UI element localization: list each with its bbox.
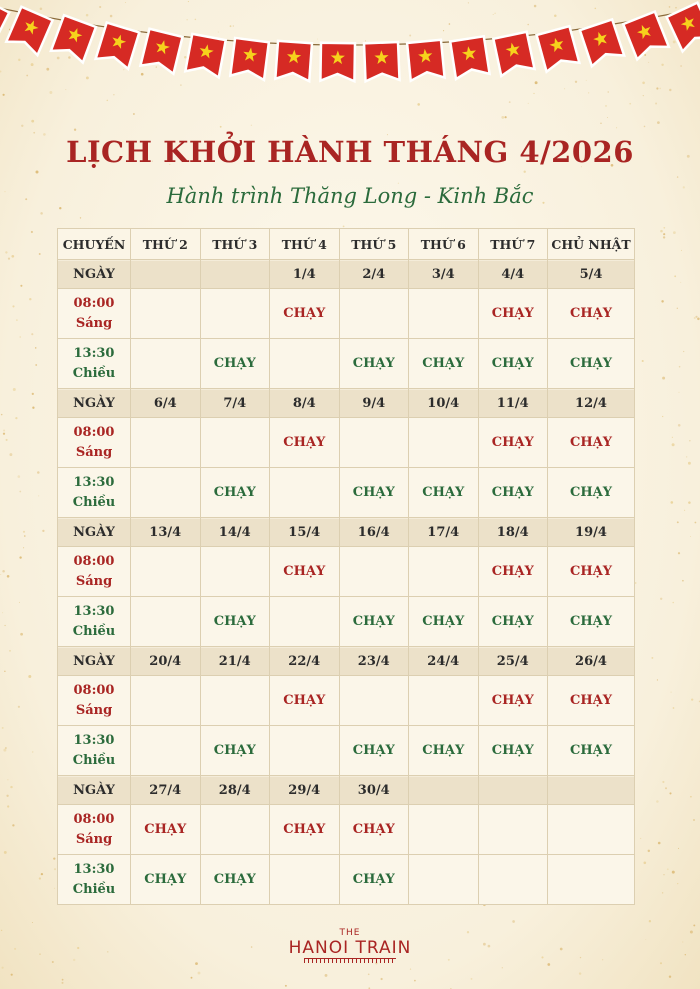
afternoon-label: Chiều [72, 752, 116, 768]
vietnam-flag-icon [623, 12, 669, 60]
vietnam-flag-icon [230, 38, 269, 80]
morning-time-cell [58, 676, 131, 726]
run-cell: CHẠY [409, 339, 479, 389]
empty-cell [200, 418, 270, 468]
date-cell: 7/4 [200, 389, 270, 418]
run-cell: CHẠY [339, 597, 409, 647]
logo-name: HANOI TRAIN [288, 938, 412, 958]
date-row-label: NGÀY [58, 647, 131, 676]
date-row-label: NGÀY [58, 389, 131, 418]
run-cell: CHẠY [409, 726, 479, 776]
empty-cell [200, 676, 270, 726]
date-row-label: NGÀY [58, 518, 131, 547]
morning-time: 08:00 [73, 682, 115, 698]
date-row [58, 647, 635, 676]
afternoon-row [58, 339, 635, 389]
empty-cell [131, 547, 201, 597]
run-cell: CHẠY [548, 289, 635, 339]
vietnam-flag-icon [185, 34, 225, 78]
header-wed: THỨ 4 [270, 229, 340, 260]
date-cell: 9/4 [339, 389, 409, 418]
afternoon-time-cell [58, 468, 131, 518]
morning-label: Sáng [75, 315, 113, 331]
run-cell: CHẠY [339, 726, 409, 776]
run-cell: CHẠY [548, 418, 635, 468]
empty-cell [200, 805, 270, 855]
afternoon-time: 13:30 [73, 603, 115, 619]
empty-cell [270, 726, 340, 776]
date-cell: 27/4 [131, 776, 201, 805]
morning-time-cell [58, 805, 131, 855]
page-title: LỊCH KHỞI HÀNH THÁNG 4/2026 [66, 135, 634, 169]
run-cell: CHẠY [339, 339, 409, 389]
afternoon-label: Chiều [72, 623, 116, 639]
morning-row [58, 418, 635, 468]
date-row-label: NGÀY [58, 260, 131, 289]
run-cell: CHẠY [270, 418, 340, 468]
afternoon-time-cell [58, 726, 131, 776]
date-row-label: NGÀY [58, 776, 131, 805]
date-row [58, 776, 635, 805]
run-cell: CHẠY [200, 339, 270, 389]
date-row [58, 260, 635, 289]
date-cell: 30/4 [339, 776, 409, 805]
date-cell: 16/4 [339, 518, 409, 547]
vietnam-flag-icon [450, 36, 489, 79]
run-cell: CHẠY [200, 726, 270, 776]
afternoon-time-cell [58, 339, 131, 389]
date-cell: 17/4 [409, 518, 479, 547]
empty-cell [409, 805, 479, 855]
empty-cell [478, 855, 548, 905]
empty-cell [339, 418, 409, 468]
run-cell: CHẠY [270, 547, 340, 597]
date-cell: 26/4 [548, 647, 635, 676]
date-cell: 2/4 [339, 260, 409, 289]
date-cell: 6/4 [131, 389, 201, 418]
flag-bunting [0, 0, 700, 110]
afternoon-time: 13:30 [73, 732, 115, 748]
date-cell: 1/4 [270, 260, 340, 289]
date-cell: 15/4 [270, 518, 340, 547]
header-tue: THỨ 3 [200, 229, 270, 260]
morning-time: 08:00 [73, 811, 115, 827]
vietnam-flag-icon [140, 29, 182, 74]
vietnam-flag-icon [51, 15, 96, 62]
vietnam-flag-icon [407, 40, 445, 81]
run-cell: CHẠY [478, 597, 548, 647]
run-cell: CHẠY [478, 418, 548, 468]
empty-cell [131, 418, 201, 468]
afternoon-row [58, 597, 635, 647]
date-cell: 20/4 [131, 647, 201, 676]
run-cell: CHẠY [270, 676, 340, 726]
vietnam-flag-icon [667, 3, 700, 52]
run-cell: CHẠY [478, 339, 548, 389]
header-sun: CHỦ NHẬT [548, 229, 635, 260]
afternoon-row [58, 468, 635, 518]
run-cell: CHẠY [478, 289, 548, 339]
date-cell: 13/4 [131, 518, 201, 547]
date-cell [478, 776, 548, 805]
run-cell: CHẠY [478, 676, 548, 726]
date-cell: 10/4 [409, 389, 479, 418]
afternoon-label: Chiều [72, 881, 116, 897]
run-cell: CHẠY [478, 468, 548, 518]
empty-cell [409, 547, 479, 597]
date-row [58, 389, 635, 418]
empty-cell [200, 547, 270, 597]
date-cell: 21/4 [200, 647, 270, 676]
run-cell: CHẠY [478, 547, 548, 597]
run-cell: CHẠY [409, 597, 479, 647]
date-cell: 11/4 [478, 389, 548, 418]
date-cell: 12/4 [548, 389, 635, 418]
run-cell: CHẠY [339, 468, 409, 518]
afternoon-time-cell [58, 855, 131, 905]
date-cell: 24/4 [409, 647, 479, 676]
schedule-table [57, 228, 635, 905]
vietnam-flag-icon [96, 23, 140, 69]
afternoon-label: Chiều [72, 365, 116, 381]
afternoon-row [58, 726, 635, 776]
date-cell: 4/4 [478, 260, 548, 289]
vietnam-flag-icon [364, 42, 400, 81]
morning-label: Sáng [75, 444, 113, 460]
vietnam-flag-icon [275, 41, 312, 81]
afternoon-time-cell [58, 597, 131, 647]
date-cell: 29/4 [270, 776, 340, 805]
empty-cell [409, 855, 479, 905]
run-cell: CHẠY [339, 805, 409, 855]
date-cell: 28/4 [200, 776, 270, 805]
empty-cell [131, 468, 201, 518]
empty-cell [339, 547, 409, 597]
empty-cell [409, 289, 479, 339]
empty-cell [270, 597, 340, 647]
afternoon-label: Chiều [72, 494, 116, 510]
morning-time-cell [58, 289, 131, 339]
morning-time-cell [58, 547, 131, 597]
empty-cell [131, 339, 201, 389]
vietnam-flag-icon [6, 7, 52, 55]
empty-cell [200, 289, 270, 339]
empty-cell [131, 726, 201, 776]
run-cell: CHẠY [270, 805, 340, 855]
empty-cell [548, 805, 635, 855]
morning-time: 08:00 [73, 553, 115, 569]
date-cell: 14/4 [200, 518, 270, 547]
morning-time: 08:00 [73, 295, 115, 311]
run-cell: CHẠY [548, 468, 635, 518]
empty-cell [409, 676, 479, 726]
empty-cell [131, 676, 201, 726]
vietnam-flag-icon [537, 26, 580, 72]
page-subtitle: Hành trình Thăng Long - Kinh Bắc [166, 184, 534, 208]
empty-cell [478, 805, 548, 855]
run-cell: CHẠY [131, 855, 201, 905]
empty-cell [548, 855, 635, 905]
run-cell: CHẠY [548, 676, 635, 726]
date-cell: 5/4 [548, 260, 635, 289]
header-sat: THỨ 7 [478, 229, 548, 260]
run-cell: CHẠY [339, 855, 409, 905]
date-cell: 25/4 [478, 647, 548, 676]
hanoi-train-logo [0, 928, 700, 963]
date-cell: 19/4 [548, 518, 635, 547]
morning-time-cell [58, 418, 131, 468]
empty-cell [339, 289, 409, 339]
date-row [58, 518, 635, 547]
morning-label: Sáng [75, 702, 113, 718]
vietnam-flag-icon [320, 43, 355, 82]
header-row [58, 229, 635, 260]
date-cell [200, 260, 270, 289]
run-cell: CHẠY [409, 468, 479, 518]
run-cell: CHẠY [548, 597, 635, 647]
morning-label: Sáng [75, 831, 113, 847]
rail-track-icon [304, 958, 396, 963]
date-cell: 22/4 [270, 647, 340, 676]
vietnam-flag-icon [493, 32, 534, 76]
header-mon: THỨ 2 [131, 229, 201, 260]
empty-cell [270, 855, 340, 905]
empty-cell [131, 597, 201, 647]
run-cell: CHẠY [478, 726, 548, 776]
run-cell: CHẠY [548, 547, 635, 597]
morning-label: Sáng [75, 573, 113, 589]
date-cell: 3/4 [409, 260, 479, 289]
run-cell: CHẠY [200, 597, 270, 647]
date-cell [131, 260, 201, 289]
morning-row [58, 547, 635, 597]
header-trip: CHUYẾN [58, 229, 131, 260]
date-cell: 18/4 [478, 518, 548, 547]
date-cell [409, 776, 479, 805]
empty-cell [270, 468, 340, 518]
afternoon-time: 13:30 [73, 861, 115, 877]
afternoon-time: 13:30 [73, 345, 115, 361]
run-cell: CHẠY [131, 805, 201, 855]
header-fri: THỨ 6 [409, 229, 479, 260]
morning-row [58, 289, 635, 339]
vietnam-flag-icon [580, 19, 624, 66]
empty-cell [339, 676, 409, 726]
logo-the: THE [339, 928, 361, 938]
afternoon-time: 13:30 [73, 474, 115, 490]
header-thu: THỨ 5 [339, 229, 409, 260]
afternoon-row [58, 855, 635, 905]
morning-row [58, 805, 635, 855]
run-cell: CHẠY [200, 855, 270, 905]
empty-cell [131, 289, 201, 339]
empty-cell [270, 339, 340, 389]
date-cell [548, 776, 635, 805]
empty-cell [409, 418, 479, 468]
date-cell: 8/4 [270, 389, 340, 418]
date-cell: 23/4 [339, 647, 409, 676]
run-cell: CHẠY [548, 339, 635, 389]
run-cell: CHẠY [548, 726, 635, 776]
morning-row [58, 676, 635, 726]
morning-time: 08:00 [73, 424, 115, 440]
run-cell: CHẠY [200, 468, 270, 518]
run-cell: CHẠY [270, 289, 340, 339]
